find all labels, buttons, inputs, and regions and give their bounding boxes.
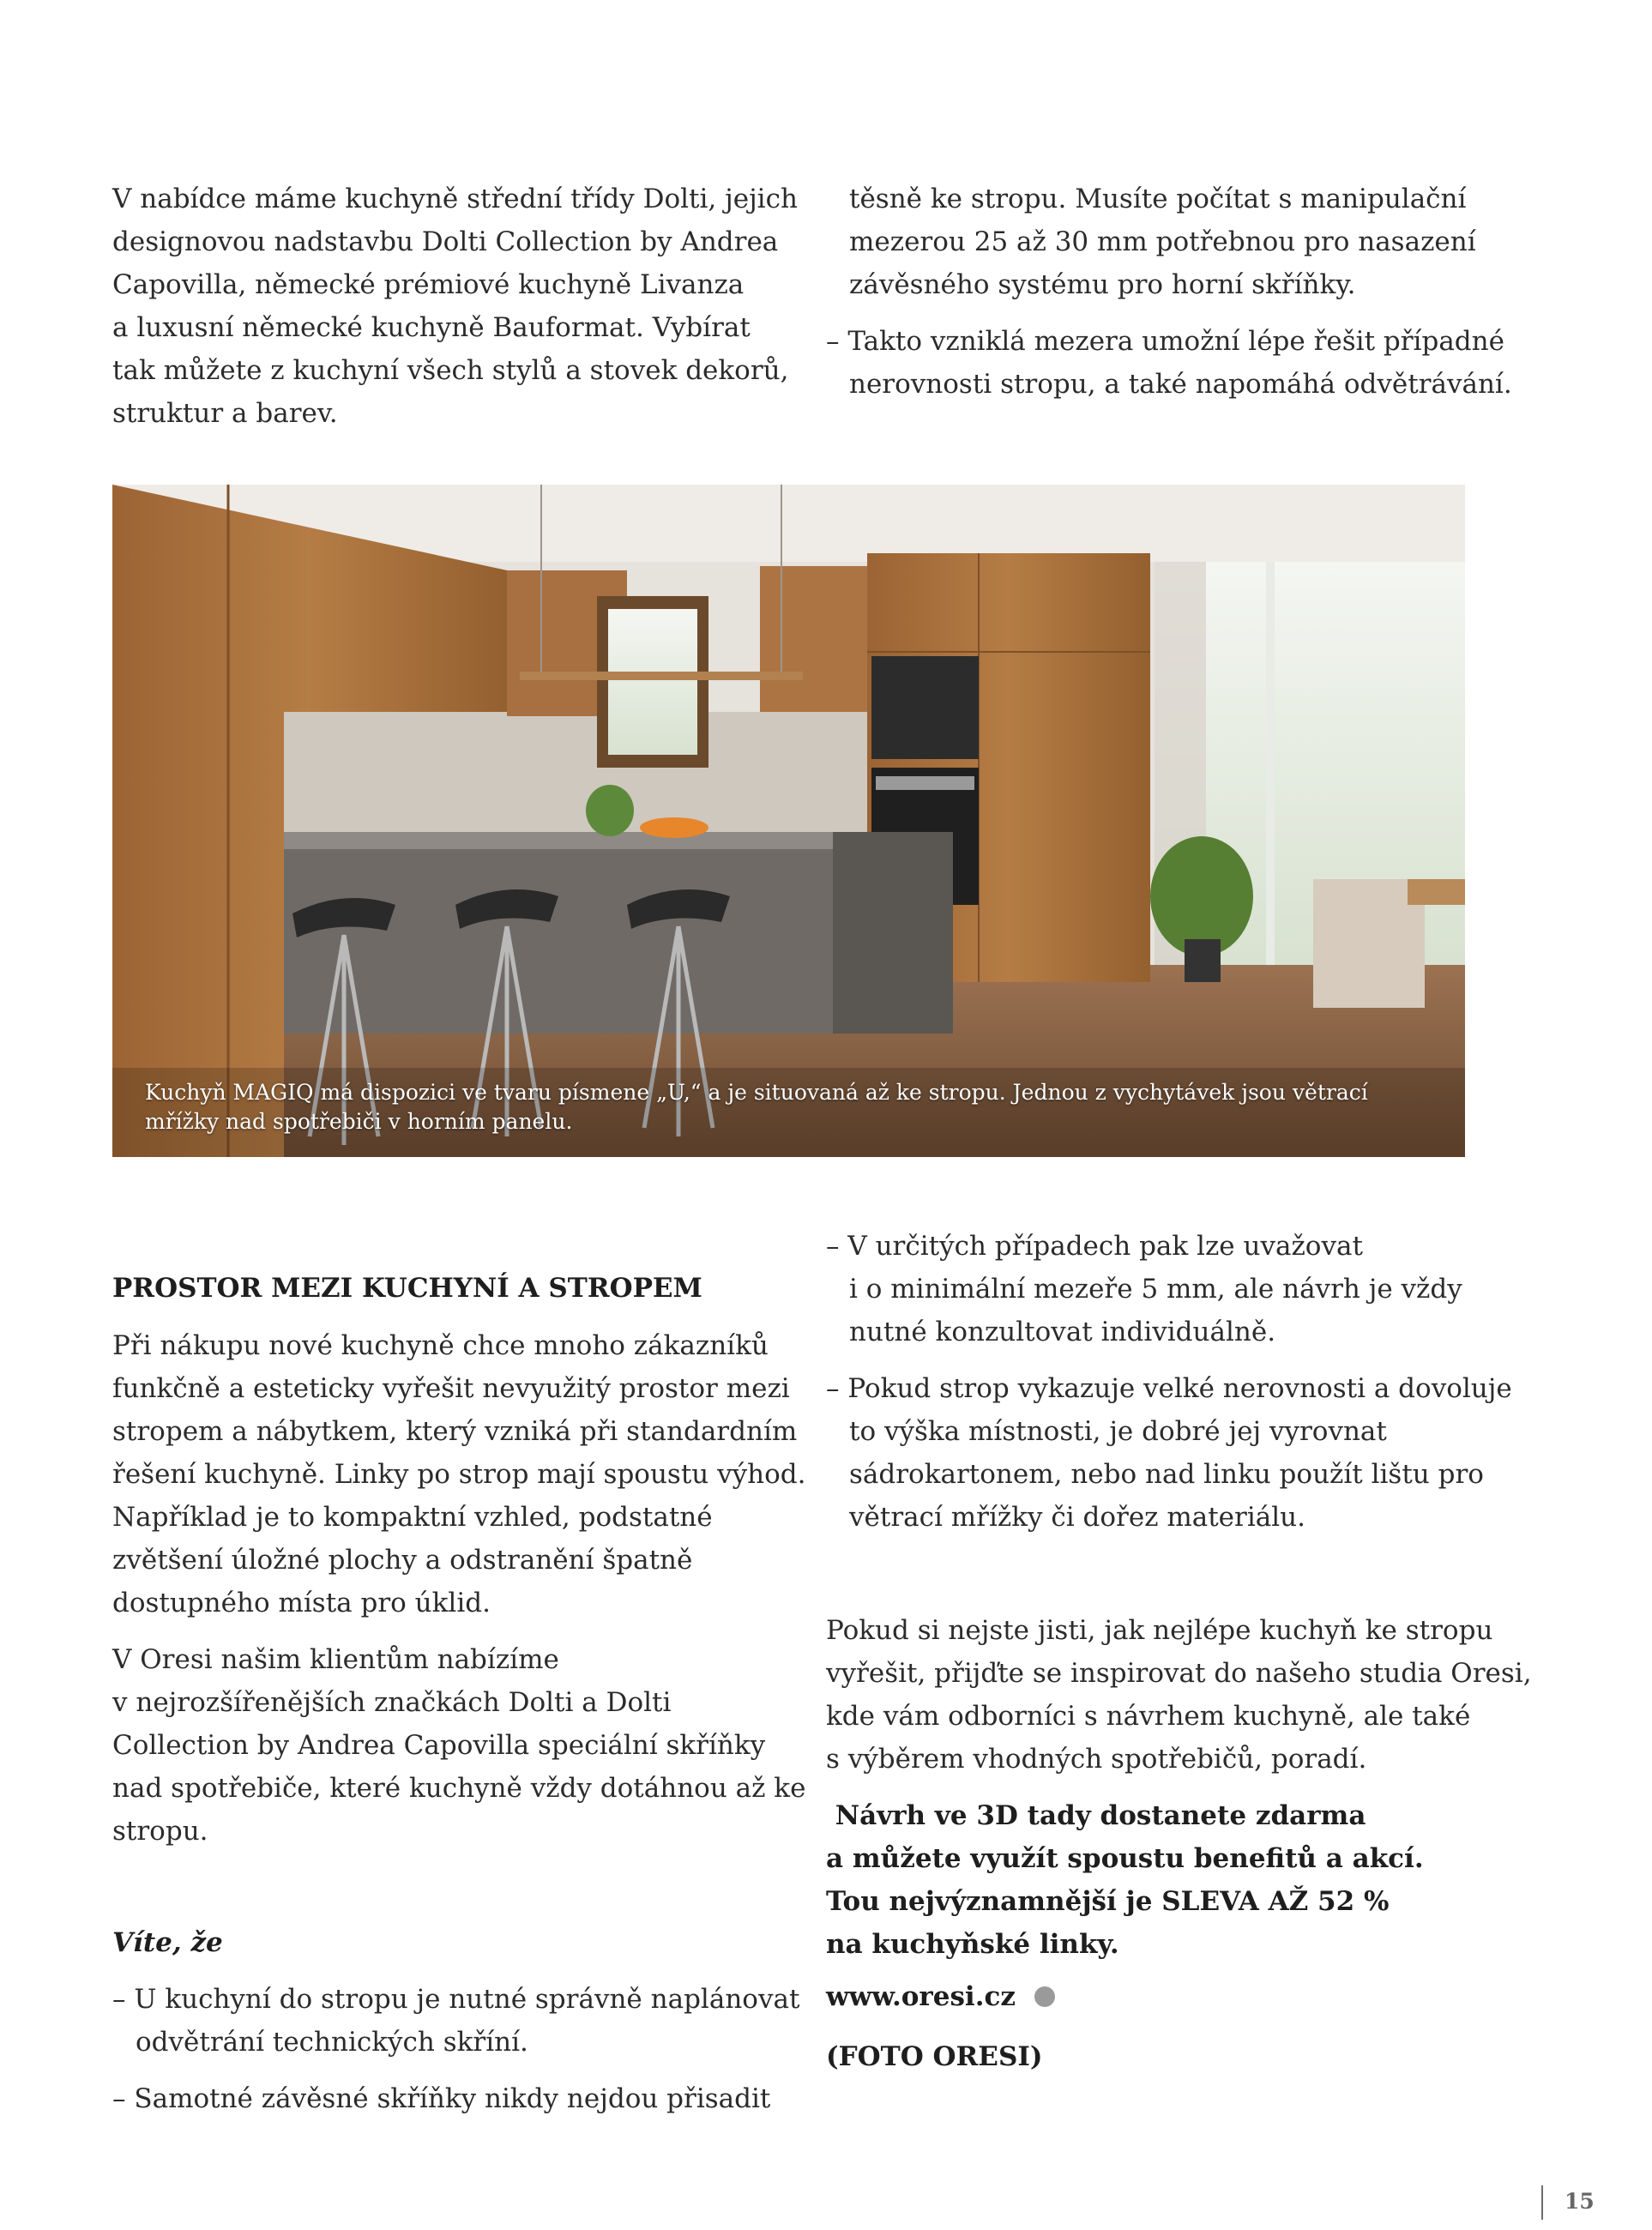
website-row (826, 1975, 1055, 2018)
text-line: řešení kuchyně. Linky po strop mají spoustu výhod. (112, 1459, 806, 1490)
bullet-item (826, 1225, 1462, 1353)
text-line: – V určitých případech pak lze uvažovat (826, 1231, 1363, 1262)
bullet-item (112, 2077, 770, 2120)
bullet-item (826, 320, 1512, 406)
did-you-know-heading: Víte, že (112, 1927, 223, 1958)
text-line: Tou nejvýznamnější je SLEVA AŽ 52 % (826, 1886, 1390, 1917)
text-line: těsně ke stropu. Musíte počítat s manipulační (849, 184, 1467, 214)
text-line: Návrh ve 3D tady dostanete zdarma (826, 1800, 1366, 1831)
text-line: nutné konzultovat individuálně. (849, 1317, 1276, 1347)
website-link[interactable]: www.oresi.cz (826, 1981, 1016, 2012)
text-line: a můžete využít spoustu benefitů a akcí. (826, 1843, 1424, 1874)
bullet-item (826, 1367, 1512, 1539)
text-line: – U kuchyní do stropu je nutné správně naplánovat (112, 1984, 800, 2015)
text-line: závěsného systému pro horní skříňky. (849, 269, 1356, 300)
text-line: Pokud si nejste jisti, jak nejlépe kuchyň ke stropu (826, 1615, 1493, 1646)
text-line: Capovilla, německé prémiové kuchyně Livanza (112, 269, 745, 300)
continued-paragraph (849, 178, 1476, 306)
text-line: Collection by Andrea Capovilla speciální skříňky (112, 1730, 766, 1761)
text-line: Při nákupu nové kuchyně chce mnoho zákazníků (112, 1330, 769, 1361)
text-line: tak můžete z kuchyní všech stylů a stovek dekorů, (112, 355, 789, 386)
text-line: mezerou 25 až 30 mm potřebnou pro nasazení (849, 226, 1476, 257)
text-line: – Samotné závěsné skříňky nikdy nejdou přisadit (112, 2083, 771, 2114)
text-line: na kuchyňské linky. (826, 1929, 1119, 1960)
text-line: s výběrem vhodných spotřebičů, poradí. (826, 1744, 1367, 1775)
section-paragraph-2 (112, 1638, 805, 1853)
text-line: struktur a barev. (112, 398, 338, 429)
bullet-item (112, 1978, 799, 2064)
text-line: kde vám odborníci s návrhem kuchyně, ale také (826, 1701, 1471, 1732)
text-line: designovou nadstavbu Dolti Collection by Andrea (112, 226, 779, 257)
text-line: V nabídce máme kuchyně střední třídy Dolti, jejich (112, 184, 798, 214)
text-line: – Takto vzniklá mezera umožní lépe řešit případné (826, 326, 1504, 357)
text-line: vyřešit, přijďte se inspirovat do našeho studia Oresi, (826, 1658, 1532, 1689)
photo-caption (145, 1078, 1449, 1136)
text-line: dostupného místa pro úklid. (112, 1588, 491, 1618)
text-line: zvětšení úložné plochy a odstranění špatně (112, 1545, 693, 1576)
text-line: stropem a nábytkem, který vzniká při standardním (112, 1416, 798, 1447)
page-number: 15 (1565, 2189, 1595, 2214)
section-heading: PROSTOR MEZI KUCHYNÍ A STROPEM (112, 1273, 702, 1304)
text-line: V Oresi našim klientům nabízíme (112, 1644, 559, 1675)
text-line: funkčně a esteticky vyřešit nevyužitý prostor mezi (112, 1373, 790, 1404)
text-line: a luxusní německé kuchyně Bauformat. Vybírat (112, 312, 751, 343)
text-line: nerovnosti stropu, a také napomáhá odvětrávání. (849, 369, 1512, 400)
end-mark-icon (1034, 1986, 1055, 2007)
promo-paragraph (826, 1794, 1424, 1966)
caption-line: Kuchyň MAGIQ má dispozici ve tvaru písmene „U,“ a je situovaná až ke stropu. Jednou z vychytávek jsou větrací (145, 1080, 1368, 1105)
caption-line: mřížky nad spotřebiči v horním panelu. (145, 1109, 573, 1134)
text-line: – Pokud strop vykazuje velké nerovnosti a dovoluje (826, 1373, 1512, 1404)
kitchen-photo (112, 485, 1465, 1157)
text-line: odvětrání technických skříní. (136, 2027, 528, 2058)
text-line: i o minimální mezeře 5 mm, ale návrh je vždy (849, 1274, 1462, 1305)
intro-paragraph (112, 178, 798, 435)
kitchen-illustration (112, 485, 1465, 1157)
text-line: to výška místnosti, je dobré jej vyrovnat (849, 1416, 1387, 1447)
page-number-rule (1541, 2185, 1543, 2220)
text-line: sádrokartonem, nebo nad linku použít lištu pro (849, 1459, 1484, 1490)
text-line: nad spotřebiče, které kuchyně vždy dotáhnou až ke (112, 1773, 806, 1804)
text-line: v nejrozšířenějších značkách Dolti a Dolti (112, 1687, 672, 1718)
text-line: větrací mřížky či dořez materiálu. (849, 1502, 1305, 1533)
section-paragraph-1 (112, 1324, 805, 1624)
text-line: Například je to kompaktní vzhled, podstatné (112, 1502, 713, 1533)
closing-paragraph (826, 1609, 1532, 1781)
text-line: stropu. (112, 1816, 208, 1847)
photo-credit: (FOTO ORESI) (826, 2041, 1043, 2072)
